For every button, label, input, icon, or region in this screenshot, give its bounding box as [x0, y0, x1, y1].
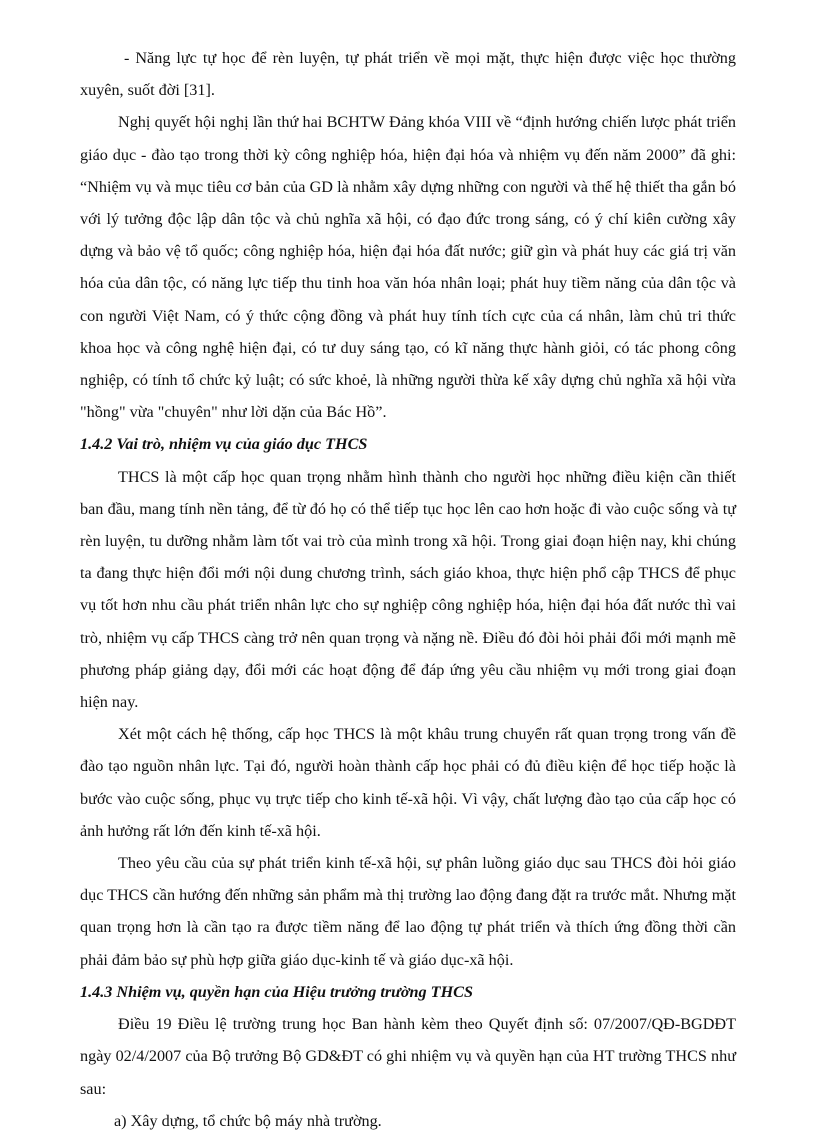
section-heading-1-4-3: 1.4.3 Nhiệm vụ, quyền hạn của Hiệu trưởng trường THCS: [80, 982, 473, 1001]
paragraph-resolution-viii: Nghị quyết hội nghị lần thứ hai BCHTW Đảng khóa VIII về “định hướng chiến lược phát triển giáo dục - đào tạo trong thời kỳ công nghiệp hóa, hiện đại hóa và nhiệm vụ đến năm 2000” đã ghi: “Nhiệm vụ và mục tiêu cơ bản của GD là nhằm xây dựng những con người và thế hệ thiết tha gắn bó với lý tưởng độc lập dân tộc và chủ nghĩa xã hội, có đạo đức trong sáng, có ý chí kiên cường xây dựng và bảo vệ tổ quốc; công nghiệp hóa, hiện đại hóa đất nước; giữ gìn và phát huy các giá trị văn hóa của dân tộc, có năng lực tiếp thu tinh hoa văn hóa nhân loại; phát huy tiềm năng của dân tộc và con người Việt Nam, có ý thức cộng đồng và phát huy tính tích cực của cá nhân, làm chủ tri thức khoa học và công nghệ hiện đại, có tư duy sáng tạo, có kĩ năng thực hành giỏi, có tác phong công nghiệp, có tính tổ chức kỷ luật; có sức khoẻ, là những người thừa kế xây dựng chủ nghĩa xã hội vừa "hồng" vừa "chuyên" như lời dặn của Bác Hồ”.: [80, 113, 736, 422]
section-heading-1-4-2: 1.4.2 Vai trò, nhiệm vụ của giáo dục THCS: [80, 435, 368, 454]
paragraph-article-19: Điều 19 Điều lệ trường trung học Ban hành kèm theo Quyết định số: 07/2007/QĐ-BGDĐT ngày 02/4/2007 của Bộ trưởng Bộ GD&ĐT có ghi nhiệm vụ và quyền hạn của HT trường THCS như sau:: [80, 1015, 736, 1098]
paragraph-socioeconomic: Theo yêu cầu của sự phát triển kinh tế-xã hội, sự phân luồng giáo dục sau THCS đòi hỏi giáo dục THCS cần hướng đến những sản phẩm mà thị trường lao động đang đặt ra trước mắt. Nhưng mặt quan trọng hơn là cần tạo ra được tiềm năng để lao động tự phát triển và thích ứng đồng thời cần phải đảm bảo sự phù hợp giữa giáo dục-kinh tế và giáo dục-xã hội.: [80, 854, 736, 969]
paragraph-system-view: Xét một cách hệ thống, cấp học THCS là một khâu trung chuyển rất quan trọng trong vấn đề đào tạo nguồn nhân lực. Tại đó, người hoàn thành cấp học phải có đủ điều kiện để học tiếp hoặc là bước vào cuộc sống, phục vụ trực tiếp cho kinh tế-xã hội. Vì vậy, chất lượng đào tạo của cấp học có ảnh hưởng rất lớn đến kinh tế-xã hội.: [80, 725, 736, 840]
document-page: [80, 42, 736, 1137]
list-item-a: a) Xây dựng, tổ chức bộ máy nhà trường.: [114, 1111, 382, 1130]
paragraph-thcs-role: THCS là một cấp học quan trọng nhằm hình thành cho người học những điều kiện cần thiết ban đầu, mang tính nền tảng, để từ đó họ có thể tiếp tục học lên cao hơn hoặc đi vào cuộc sống và tự rèn luyện, tu dưỡng nhằm làm tốt vai trò của mình trong xã hội. Trong giai đoạn hiện nay, khi chúng ta đang thực hiện đổi mới nội dung chương trình, sách giáo khoa, thực hiện phổ cập THCS để phục vụ tốt hơn nhu cầu phát triển nhân lực cho sự nghiệp công nghiệp hóa, hiện đại hóa đất nước thì vai trò, nhiệm vụ cấp THCS càng trở nên quan trọng và nặng nề. Điều đó đòi hỏi phải đổi mới mạnh mẽ phương pháp giảng dạy, đổi mới các hoạt động để đáp ứng yêu cầu nhiệm vụ mới trong giai đoạn hiện nay.: [80, 467, 736, 712]
bullet-self-study: - Năng lực tự học để rèn luyện, tự phát triển về mọi mặt, thực hiện được việc học thường xuyên, suốt đời [31].: [80, 49, 736, 100]
